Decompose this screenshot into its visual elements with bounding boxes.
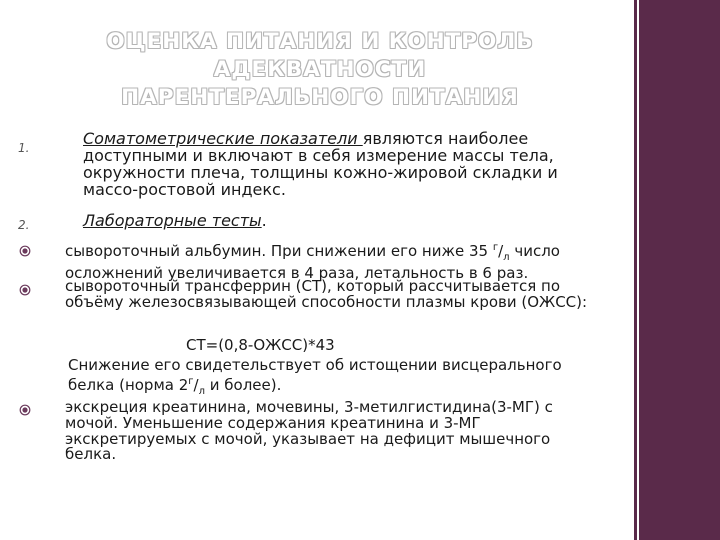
albumin-text-a: сывороточный альбумин. При снижении его ниже 35 [65,242,493,260]
sidebar-divider [637,0,639,540]
bullet-icon [19,245,31,257]
bullet-item-transferrin: сывороточный трансферрин (СТ), который рассчитывается по объёму железосвязывающей способности плазмы крови (ОЖСС): [65,277,588,311]
unit-slash: / [498,242,504,260]
list-item-2 [83,212,603,229]
item-2-end: . [261,211,267,230]
item-2-heading: Лабораторные тесты [83,211,262,230]
unit-l: л [198,385,205,397]
transferrin-continuation [68,358,608,400]
formula: СТ=(0,8-ОЖСС)*43 [186,336,335,354]
title-line-2: ПАРЕНТЕРАЛЬНОГО ПИТАНИЯ [121,85,519,110]
albumin-text-b: число осложнений увеличивается в 4 раза, летальность в 6 раз. [65,242,560,282]
unit-g: г [492,242,499,253]
list-number-1: 1. [18,141,30,155]
list-item-1 [83,130,603,198]
item-1-text: являются наиболее доступными и включают в себя измерение массы тела, окружности плеча, толщины кожно-жировой складки и массо-ростовой индекс. [83,129,558,199]
bullet-icon [19,404,31,416]
cont-text-b: и более). [205,375,282,394]
bullet-item-albumin [65,240,605,281]
decorative-sidebar [634,0,720,540]
unit-g: г [188,375,194,387]
cont-text-a: Снижение его свидетельствует об истощении висцерального белка (норма 2 [68,356,562,394]
item-1-heading: Соматометрические показатели [83,129,363,148]
bullet-item-creatinine: экскреция креатинина, мочевины, 3-метилгистидина(3-МГ) с мочой. Уменьшение содержания креатинина и 3-МГ экскретируемых с мочой, указывает на дефицит мышечного белка. [65,398,553,464]
title-line-1: ОЦЕНКА ПИТАНИЯ И КОНТРОЛЬ АДЕКВАТНОСТИ [106,29,534,82]
unit-slash: / [193,375,199,394]
bullet-icon [19,284,31,296]
list-number-2: 2. [18,218,30,232]
unit-l: л [503,252,510,263]
